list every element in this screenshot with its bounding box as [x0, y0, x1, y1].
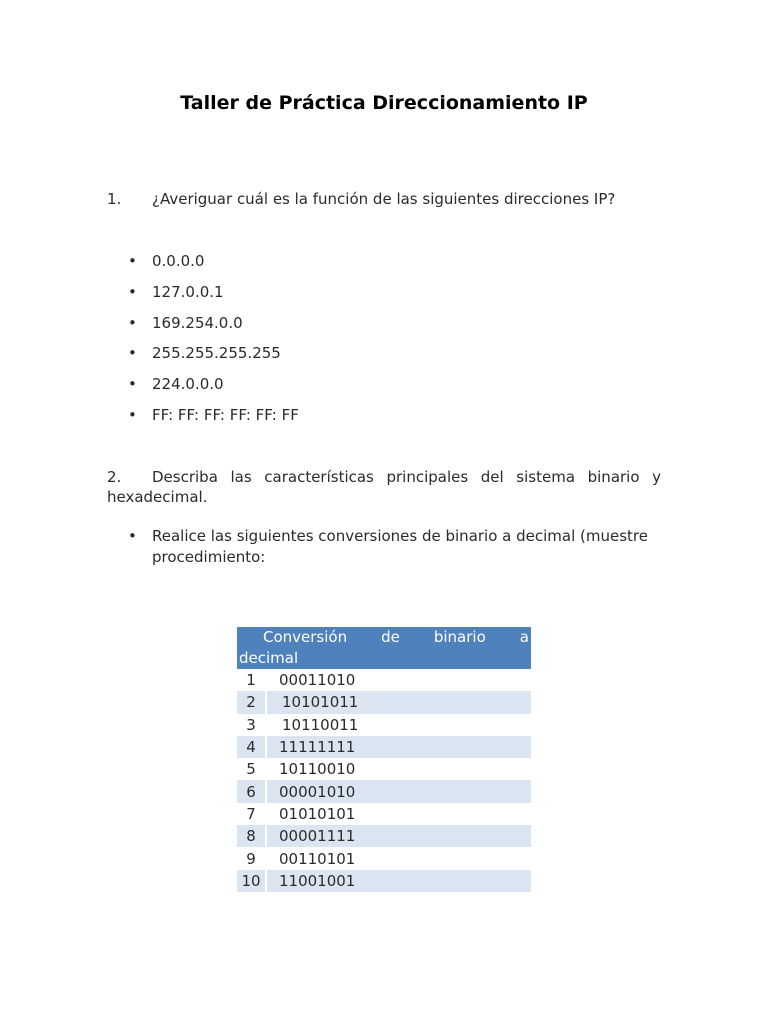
binary-value: 00011010 [266, 669, 531, 691]
table-row [237, 758, 531, 780]
ip-address: 127.0.0.1 [152, 282, 224, 301]
ip-address-list [107, 251, 299, 436]
row-number: 3 [237, 714, 266, 736]
list-item [107, 282, 299, 313]
ip-address: 169.254.0.0 [152, 313, 243, 332]
bullet-icon: • [128, 282, 137, 301]
header-word: Conversión [263, 628, 348, 646]
table-row [237, 669, 531, 691]
list-item [107, 405, 299, 436]
header-word: de [381, 628, 400, 646]
table-row [237, 847, 531, 869]
table-row [237, 691, 531, 713]
binary-value: 01010101 [266, 803, 531, 825]
bullet-icon: • [128, 313, 137, 332]
bullet-icon: • [128, 527, 137, 545]
table-row [237, 803, 531, 825]
row-number: 5 [237, 758, 266, 780]
binary-value: 11111111 [266, 736, 531, 758]
list-item [107, 343, 299, 374]
bullet-icon: • [128, 405, 137, 424]
bullet-icon: • [128, 252, 137, 270]
table-row [237, 736, 531, 758]
question-2-number: 2. [107, 468, 122, 486]
row-number: 4 [237, 736, 266, 758]
header-word: decimal [239, 649, 299, 667]
binary-value: 00001010 [266, 780, 531, 802]
binary-value: 10101011 [266, 691, 531, 713]
question-2 [107, 467, 661, 487]
binary-value: 00001111 [266, 825, 531, 847]
bullet-icon: • [128, 375, 137, 394]
question-1-number: 1. [107, 190, 122, 208]
binary-value: 00110101 [266, 847, 531, 869]
table-header [237, 627, 531, 669]
list-item [107, 313, 299, 344]
row-number: 9 [237, 847, 266, 869]
header-word: binario [433, 628, 486, 646]
question-2-text-line2: hexadecimal. [107, 488, 208, 506]
conversion-instruction-text: Realice las siguientes conversiones de binario a decimal (muestre procedimiento: [152, 527, 648, 566]
header-word: a [519, 628, 529, 646]
list-item [107, 251, 299, 282]
list-item [107, 374, 299, 405]
table-row [237, 714, 531, 736]
row-number: 1 [237, 669, 266, 691]
ip-address: 224.0.0.0 [152, 375, 224, 394]
question-1 [107, 190, 615, 208]
row-number: 8 [237, 825, 266, 847]
row-number: 10 [237, 870, 266, 892]
ip-address: FF: FF: FF: FF: FF: FF [152, 405, 299, 424]
binary-value: 11001001 [266, 870, 531, 892]
conversion-table [237, 627, 531, 892]
document-title: Taller de Práctica Direccionamiento IP [180, 92, 588, 114]
ip-address: 255.255.255.255 [152, 344, 281, 363]
table-row [237, 780, 531, 802]
question-2-text-line1: Describa las características principales del sistema binario y [152, 468, 661, 486]
row-number: 2 [237, 691, 266, 713]
question-1-text: ¿Averiguar cuál es la función de las siguientes direcciones IP? [152, 190, 616, 208]
conversion-instruction [107, 526, 667, 568]
table-row [237, 870, 531, 892]
binary-value: 10110011 [266, 714, 531, 736]
row-number: 6 [237, 780, 266, 802]
binary-value: 10110010 [266, 758, 531, 780]
row-number: 7 [237, 803, 266, 825]
table-row [237, 825, 531, 847]
ip-address: 0.0.0.0 [152, 252, 205, 270]
bullet-icon: • [128, 344, 137, 363]
